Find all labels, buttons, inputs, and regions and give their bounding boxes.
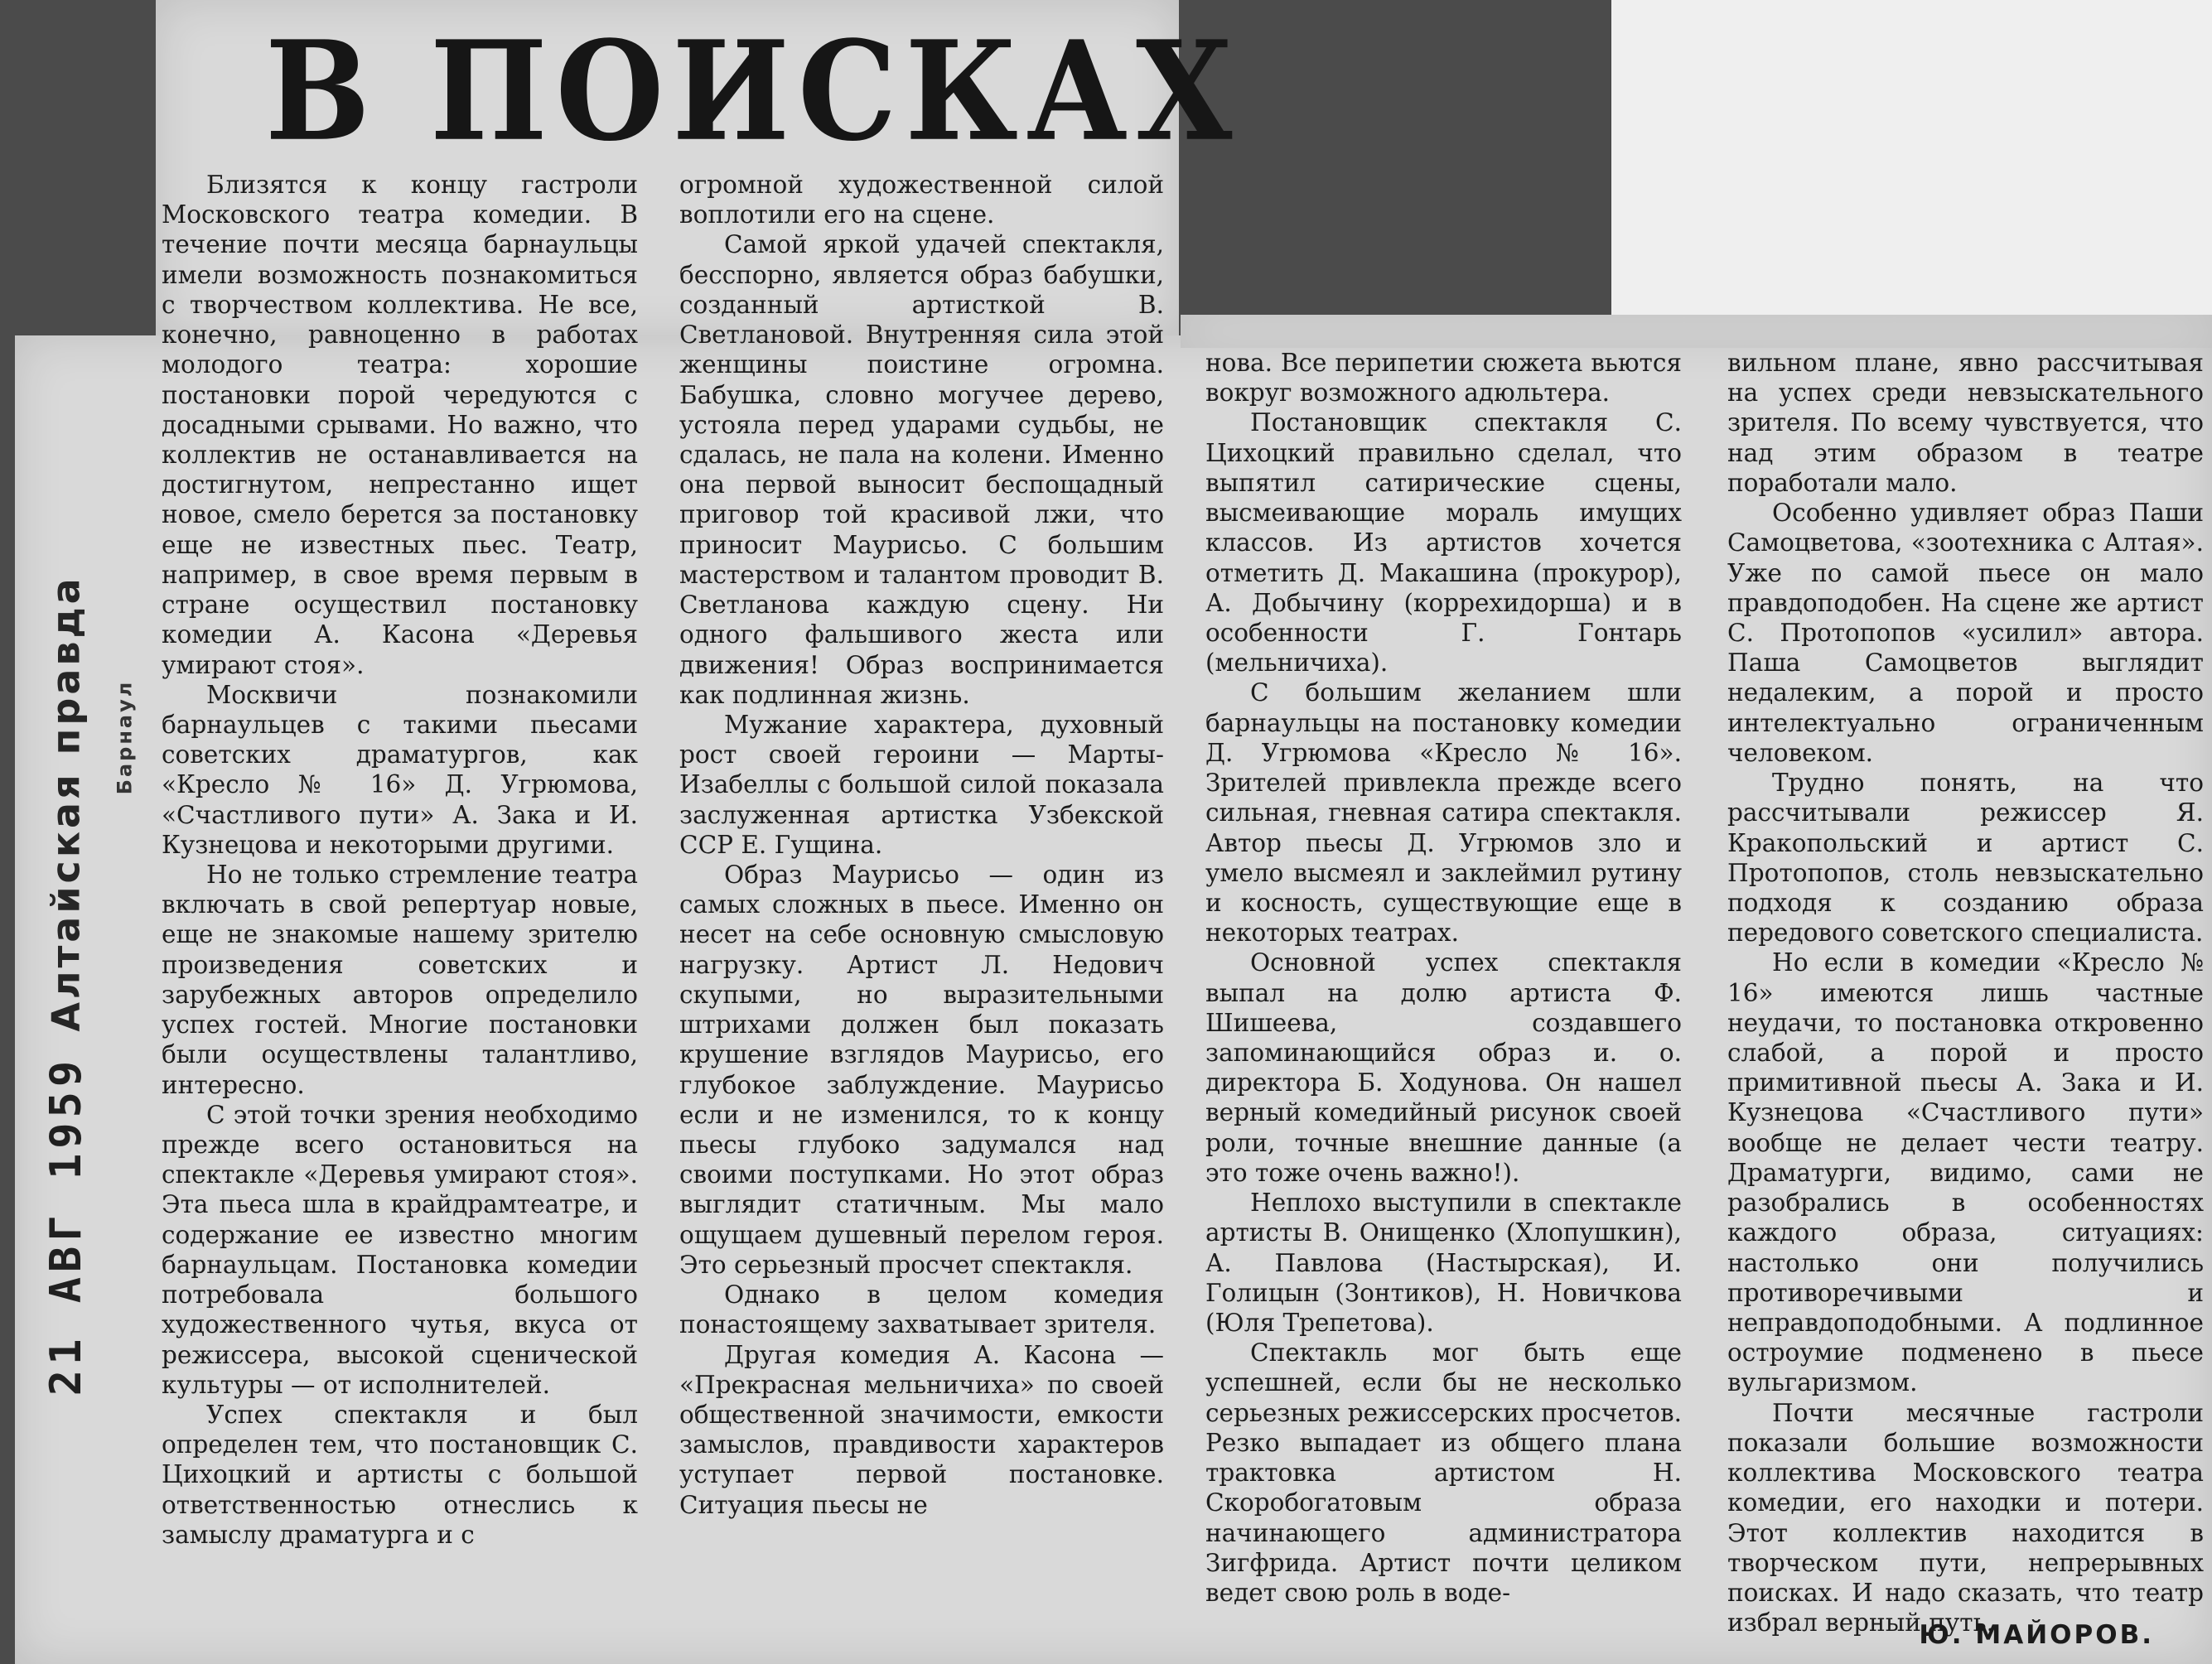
article-paragraph: С этой точки зрения необходимо прежде всего остановиться на спектакле «Деревья умирают стоя». Эта пьеса шла в крайдрамтеатре, и содержание ее известно многим барнаульцам. Постановка комедии потребовала большого художественного чутья, вкуса от режиссера, высокой сценической культуры — от исполнителей. <box>162 1100 638 1399</box>
article-paragraph: Самой яркой удачей спектакля, бесспорно, является образ бабушки, созданный артисткой В. Светлановой. Внутренняя сила этой женщины поистине огромна. Бабушка, словно могучее дерево, устояла перед ударами судьбы, не сдалась, не пала на колени. Именно она первой выносит беспощадный приговор той красивой лжи, что приносит Маурисьо. С большим мастерством и талантом проводит В. Светланова каждую сцену. Ни одного фальшивого жеста или движения! Образ воспринимается как подлинная жизнь. <box>679 230 1164 709</box>
article-column-1 <box>162 170 638 1550</box>
article-paragraph: Постановщик спектакля С. Цихоцкий правильно сделал, что выпятил сатирические сцены, высмеивающие мораль имущих классов. Из артистов хочется отметить Д. Макашина (прокурор), А. Добычину (коррехидорша) и в особенности Г. Гонтарь (мельничиха). <box>1205 408 1682 678</box>
article-paragraph: вильном плане, явно рассчитывая на успех среди невзыскательного зрителя. По всему чувствуется, что над этим образом в театре поработали мало. <box>1727 349 2204 497</box>
date-stamp-text: 21 АВГ 1959 <box>41 1055 91 1396</box>
masthead-city <box>108 654 141 820</box>
article-paragraph: Образ Маурисьо — один из самых сложных в пьесе. Именно он несет на себе основную смысловую нагрузку. Артист Л. Недович скупыми, но выразительными штрихами должен был показать крушение взглядов Маурисьо, его глубокое заблуждение. Маурисьо если и не изменился, то к концу пьесы глубоко задумался над своими поступками. Но этот образ выглядит статичным. Мы мало ощущаем душевный перелом героя. Это серьезный просчет спектакля. <box>679 861 1164 1279</box>
article-paragraph: огромной художественной силой воплотили его на сцене. <box>679 171 1164 229</box>
newspaper-masthead <box>41 575 91 1032</box>
masthead-city-text: Барнаул <box>113 679 137 795</box>
article-column-3 <box>1205 348 1682 1608</box>
article-paragraph: Основной успех спектакля выпал на долю артиста Ф. Шишеева, создавшего запоминающийся образ и. о. директора Б. Ходунова. Он нашел верный комедийный рисунок своей роли, точные внешние данные (а это тоже очень важно!). <box>1205 948 1682 1187</box>
article-paragraph: Москвичи познакомили барнаульцев с такими пьесами советских драматургов, как «Кресло № 16» Д. Угрюмова, «Счастливого пути» А. Зака и И. Кузнецова и некоторыми другими. <box>162 680 638 859</box>
date-stamp <box>41 977 91 1474</box>
article-paragraph: Успех спектакля и был определен тем, что постановщик С. Цихоцкий и артисты с большой ответственностью отнеслись к замыслу драматурга и с <box>162 1400 638 1549</box>
article-paragraph: Особенно удивляет образ Паши Самоцветова, «зоотехника с Алтая». Уже по самой пьесе он мало правдоподобен. На сцене же артист С. Протопопов «усилил» автора. Паша Самоцветов выглядит недалеким, а порой и просто интелектуально ограниченным человеком. <box>1727 499 2204 767</box>
article-paragraph: Спектакль мог быть еще успешней, если бы не несколько серьезных режиссерских просчетов. Резко выпадает из общего плана трактовка артистом Н. Скоробогатовым образа начинающего администратора Зигфрида. Артист почти целиком ведет свою роль в воде- <box>1205 1338 1682 1607</box>
article-paragraph: Мужание характера, духовный рост своей героини — Марты-Изабеллы с большой силой показала заслуженная артистка Узбекской ССР Е. Гущина. <box>679 710 1164 859</box>
article-paragraph: Близятся к концу гастроли Московского театра комедии. В течение почти месяца барнаульцы имели возможность познакомиться с творчеством коллектива. Не все, конечно, равноценно в работах молодого театра: хорошие постановки порой чередуются с досадными срывами. Но важно, что коллектив не останавливается на достигнутом, непрестанно ищет новое, смело берется за постановку еще не известных пьес. Театр, например, в свое время первым в стране осуществил постановку комедии А. Касона «Деревья умирают стоя». <box>162 171 638 679</box>
article-title: В ПОИСКАХ <box>265 11 1241 172</box>
article-paragraph: Почти месячные гастроли показали большие возможности коллектива Московского театра комедии, его находки и потери. Этот коллектив находится в творческом пути, непрерывных поисках. И надо сказать, что театр избрал верный путь. <box>1727 1398 2204 1637</box>
author-signature: Ю. МАЙОРОВ. <box>1919 1620 2154 1650</box>
article-paragraph: Но если в комедии «Кресло № 16» имеются лишь частные неудачи, то постановка откровенно слабой, а порой и просто примитивной пьесы А. Зака и И. Кузнецова «Счастливого пути» вообще не делает чести театру. Драматурги, видимо, сами не разобрались в особенностях каждого образа, ситуациях: настолько они получились противоречивыми и неправдоподобными. А подлинное остроумие подменено в пьесе вульгаризмом. <box>1727 948 2204 1397</box>
article-paragraph: Трудно понять, на что рассчитывали режиссер Я. Кракопольский и артист С. Протопопов, столь невзыскательно подходя к созданию образа передового советского специалиста. <box>1727 769 2204 948</box>
article-paragraph: Но не только стремление театра включать в свой репертуар новые, еще не знакомые нашему зрителю произведения советских и зарубежных авторов определило успех гостей. Многие постановки были осуществлены талантливо, интересно. <box>162 861 638 1099</box>
masthead-name: Алтайская правда <box>44 575 89 1032</box>
article-column-4 <box>1727 348 2204 1637</box>
article-paragraph: нова. Все перипетии сюжета вьются вокруг возможного адюльтера. <box>1205 349 1682 408</box>
article-paragraph: Однако в целом комедия понастоящему захватывает зрителя. <box>679 1281 1164 1339</box>
article-column-2 <box>679 170 1164 1520</box>
clipping-right-sheet <box>1181 315 2212 348</box>
background-strip <box>1611 0 2212 331</box>
article-paragraph: Неплохо выступили в спектакле артисты В. Онищенко (Хлопушкин), А. Павлова (Настырская), И. Голицын (Зонтиков), Н. Новичкова (Юля Трепетова). <box>1205 1189 1682 1337</box>
article-paragraph: Другая комедия А. Касона — «Прекрасная мельничиха» по своей общественной значимости, емкости замыслов, правдивости характеров уступает первой постановке. Ситуация пьесы не <box>679 1340 1164 1519</box>
article-paragraph: С большим желанием шли барнаульцы на постановку комедии Д. Угрюмова «Кресло № 16». Зрителей привлекла прежде всего сильная, гневная сатира спектакля. Автор пьесы Д. Угрюмов зло и умело высмеял и заклеймил рутину и косность, существующие еще в некоторых театрах. <box>1205 678 1682 948</box>
